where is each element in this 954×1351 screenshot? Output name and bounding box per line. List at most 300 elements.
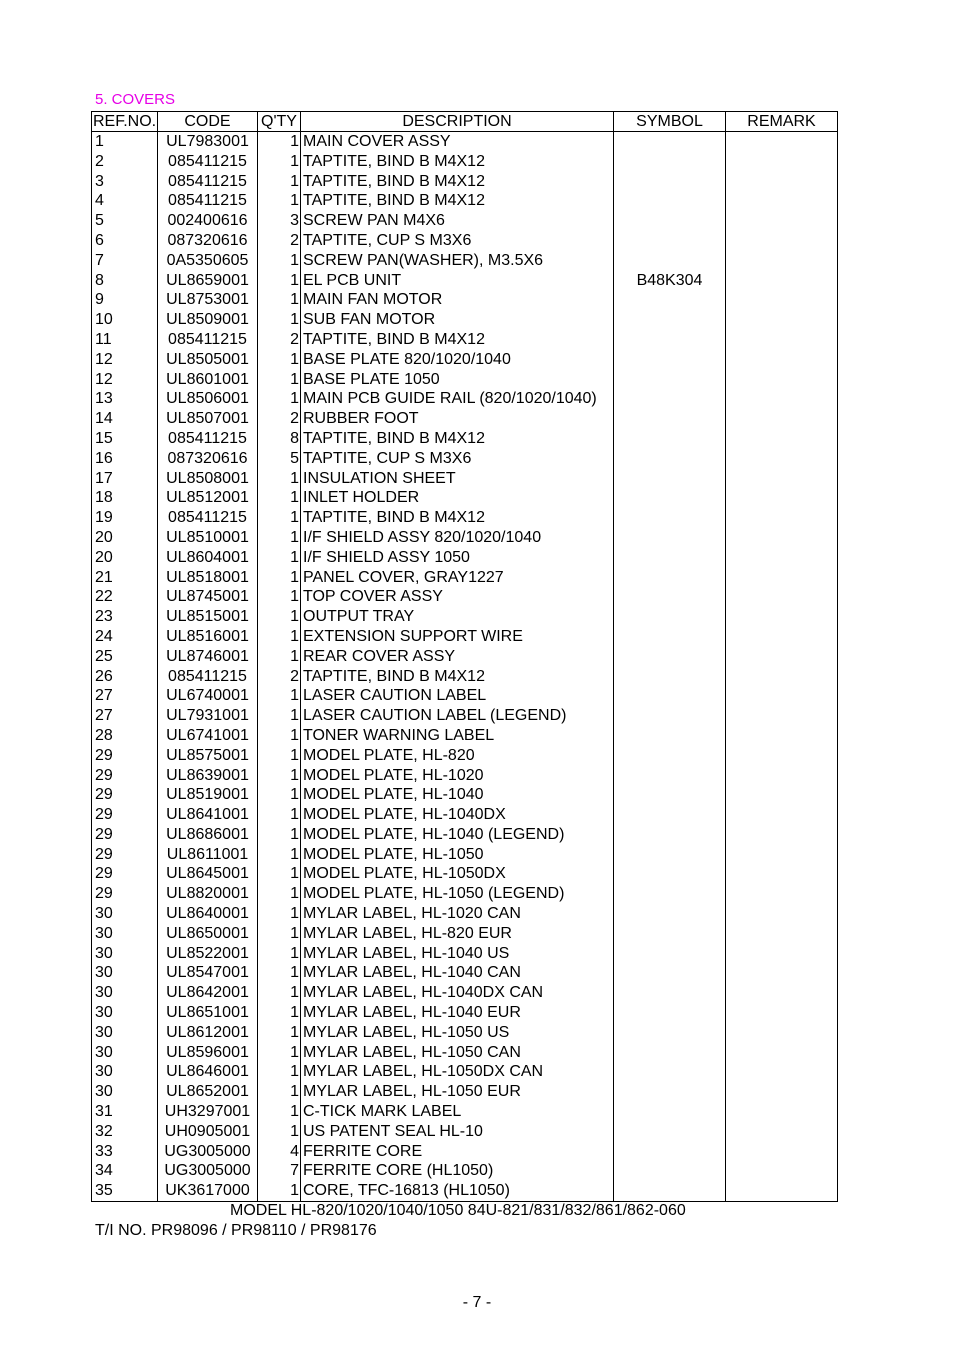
description-cell: TAPTITE, BIND B M4X12 — [301, 667, 614, 687]
table-row — [92, 1181, 838, 1201]
code-cell: UL8604001 — [158, 548, 258, 568]
remark-cell — [726, 726, 838, 746]
description-cell: MYLAR LABEL, HL-1050 US — [301, 1023, 614, 1043]
ref-no-cell: 30 — [92, 944, 158, 964]
qty-cell: 1 — [258, 864, 301, 884]
table-row — [92, 805, 838, 825]
ref-no-cell: 22 — [92, 587, 158, 607]
remark-cell — [726, 508, 838, 528]
code-cell: UL8650001 — [158, 924, 258, 944]
ref-no-cell: 14 — [92, 409, 158, 429]
ref-no-cell: 4 — [92, 191, 158, 211]
qty-cell: 1 — [258, 746, 301, 766]
description-cell: MYLAR LABEL, HL-1040 US — [301, 944, 614, 964]
qty-cell: 1 — [258, 568, 301, 588]
code-cell: UL8507001 — [158, 409, 258, 429]
ref-no-cell: 29 — [92, 766, 158, 786]
code-cell: UL8518001 — [158, 568, 258, 588]
table-row — [92, 350, 838, 370]
remark-cell — [726, 587, 838, 607]
qty-cell: 1 — [258, 983, 301, 1003]
code-cell: UL8651001 — [158, 1003, 258, 1023]
description-cell: RUBBER FOOT — [301, 409, 614, 429]
code-cell: UL8509001 — [158, 310, 258, 330]
symbol-cell — [614, 1122, 726, 1142]
symbol-cell — [614, 469, 726, 489]
description-cell: MODEL PLATE, HL-1040 (LEGEND) — [301, 825, 614, 845]
model-line: MODEL HL-820/1020/1040/1050 84U-821/831/832/861/862-060 — [230, 1202, 686, 1219]
remark-cell — [726, 409, 838, 429]
remark-cell — [726, 766, 838, 786]
table-row — [92, 1161, 838, 1181]
code-cell: UL8512001 — [158, 488, 258, 508]
ref-no-cell: 30 — [92, 1043, 158, 1063]
remark-cell — [726, 983, 838, 1003]
parts-table-header — [92, 112, 838, 132]
description-cell: TAPTITE, BIND B M4X12 — [301, 330, 614, 350]
parts-table-body — [92, 132, 838, 1202]
symbol-cell — [614, 1043, 726, 1063]
table-row — [92, 1122, 838, 1142]
symbol-cell — [614, 627, 726, 647]
remark-cell — [726, 845, 838, 865]
symbol-cell — [614, 488, 726, 508]
table-row — [92, 647, 838, 667]
qty-cell: 8 — [258, 429, 301, 449]
table-row — [92, 983, 838, 1003]
table-row — [92, 726, 838, 746]
symbol-cell — [614, 1023, 726, 1043]
symbol-cell — [614, 330, 726, 350]
table-row — [92, 172, 838, 192]
description-cell: EL PCB UNIT — [301, 271, 614, 291]
code-cell: UL8753001 — [158, 290, 258, 310]
table-row — [92, 132, 838, 152]
symbol-cell — [614, 1062, 726, 1082]
code-cell: UL8646001 — [158, 1062, 258, 1082]
code-cell: UL8641001 — [158, 805, 258, 825]
code-cell: UL8645001 — [158, 864, 258, 884]
code-cell: UL8510001 — [158, 528, 258, 548]
symbol-cell — [614, 568, 726, 588]
description-cell: MODEL PLATE, HL-1020 — [301, 766, 614, 786]
ref-no-cell: 12 — [92, 370, 158, 390]
code-cell: UL8596001 — [158, 1043, 258, 1063]
symbol-cell — [614, 1082, 726, 1102]
ref-no-cell: 6 — [92, 231, 158, 251]
ref-no-cell: 30 — [92, 904, 158, 924]
remark-cell — [726, 1161, 838, 1181]
remark-cell — [726, 488, 838, 508]
ref-no-cell: 27 — [92, 686, 158, 706]
symbol-cell — [614, 1003, 726, 1023]
table-row — [92, 785, 838, 805]
table-row — [92, 429, 838, 449]
description-cell: TAPTITE, BIND B M4X12 — [301, 508, 614, 528]
symbol-cell — [614, 132, 726, 152]
table-row — [92, 568, 838, 588]
ref-no-cell: 24 — [92, 627, 158, 647]
symbol-cell — [614, 409, 726, 429]
parts-table — [91, 111, 838, 1202]
qty-cell: 1 — [258, 845, 301, 865]
code-cell: UK3617000 — [158, 1181, 258, 1201]
description-cell: MODEL PLATE, HL-1040DX — [301, 805, 614, 825]
table-row — [92, 963, 838, 983]
header-qty: Q'TY — [258, 112, 301, 132]
description-cell: CORE, TFC-16813 (HL1050) — [301, 1181, 614, 1201]
code-cell: UL8652001 — [158, 1082, 258, 1102]
remark-cell — [726, 904, 838, 924]
remark-cell — [726, 1122, 838, 1142]
table-row — [92, 231, 838, 251]
remark-cell — [726, 290, 838, 310]
ref-no-cell: 15 — [92, 429, 158, 449]
code-cell: 085411215 — [158, 330, 258, 350]
ref-no-cell: 1 — [92, 132, 158, 152]
symbol-cell — [614, 290, 726, 310]
description-cell: PANEL COVER, GRAY1227 — [301, 568, 614, 588]
table-row — [92, 1062, 838, 1082]
table-row — [92, 488, 838, 508]
remark-cell — [726, 271, 838, 291]
table-row — [92, 508, 838, 528]
remark-cell — [726, 864, 838, 884]
table-row — [92, 746, 838, 766]
table-row — [92, 191, 838, 211]
ref-no-cell: 23 — [92, 607, 158, 627]
table-row — [92, 1082, 838, 1102]
ref-no-cell: 17 — [92, 469, 158, 489]
code-cell: UL8547001 — [158, 963, 258, 983]
code-cell: UL8516001 — [158, 627, 258, 647]
qty-cell: 1 — [258, 132, 301, 152]
code-cell: UL8508001 — [158, 469, 258, 489]
qty-cell: 1 — [258, 1003, 301, 1023]
description-cell: TONER WARNING LABEL — [301, 726, 614, 746]
description-cell: MAIN FAN MOTOR — [301, 290, 614, 310]
symbol-cell — [614, 924, 726, 944]
symbol-cell — [614, 1161, 726, 1181]
description-cell: TAPTITE, BIND B M4X12 — [301, 172, 614, 192]
table-row — [92, 449, 838, 469]
description-cell: MYLAR LABEL, HL-1040 EUR — [301, 1003, 614, 1023]
table-row — [92, 904, 838, 924]
symbol-cell — [614, 785, 726, 805]
ref-no-cell: 20 — [92, 528, 158, 548]
qty-cell: 1 — [258, 904, 301, 924]
ref-no-cell: 28 — [92, 726, 158, 746]
qty-cell: 1 — [258, 1082, 301, 1102]
qty-cell: 1 — [258, 963, 301, 983]
ref-no-cell: 30 — [92, 1023, 158, 1043]
symbol-cell — [614, 706, 726, 726]
description-cell: LASER CAUTION LABEL — [301, 686, 614, 706]
ref-no-cell: 11 — [92, 330, 158, 350]
code-cell: UL8506001 — [158, 389, 258, 409]
table-row — [92, 667, 838, 687]
qty-cell: 2 — [258, 330, 301, 350]
symbol-cell — [614, 667, 726, 687]
ref-no-cell: 21 — [92, 568, 158, 588]
page-number: - 7 - — [462, 1294, 492, 1311]
symbol-cell — [614, 152, 726, 172]
qty-cell: 1 — [258, 647, 301, 667]
table-row — [92, 1023, 838, 1043]
qty-cell: 3 — [258, 211, 301, 231]
description-cell: MYLAR LABEL, HL-1050DX CAN — [301, 1062, 614, 1082]
symbol-cell — [614, 805, 726, 825]
qty-cell: 1 — [258, 310, 301, 330]
symbol-cell — [614, 528, 726, 548]
description-cell: TAPTITE, BIND B M4X12 — [301, 429, 614, 449]
code-cell: UH3297001 — [158, 1102, 258, 1122]
description-cell: INLET HOLDER — [301, 488, 614, 508]
remark-cell — [726, 251, 838, 271]
remark-cell — [726, 1023, 838, 1043]
ref-no-cell: 13 — [92, 389, 158, 409]
symbol-cell — [614, 172, 726, 192]
table-row — [92, 924, 838, 944]
symbol-cell — [614, 963, 726, 983]
code-cell: UL8505001 — [158, 350, 258, 370]
qty-cell: 1 — [258, 1043, 301, 1063]
remark-cell — [726, 884, 838, 904]
code-cell: 087320616 — [158, 231, 258, 251]
remark-cell — [726, 825, 838, 845]
description-cell: MYLAR LABEL, HL-1040DX CAN — [301, 983, 614, 1003]
ref-no-cell: 26 — [92, 667, 158, 687]
remark-cell — [726, 152, 838, 172]
table-row — [92, 251, 838, 271]
ref-no-cell: 30 — [92, 1062, 158, 1082]
symbol-cell — [614, 548, 726, 568]
table-row — [92, 310, 838, 330]
remark-cell — [726, 1102, 838, 1122]
table-row — [92, 290, 838, 310]
qty-cell: 1 — [258, 271, 301, 291]
table-row — [92, 864, 838, 884]
qty-cell: 1 — [258, 528, 301, 548]
description-cell: FERRITE CORE — [301, 1142, 614, 1162]
remark-cell — [726, 469, 838, 489]
description-cell: OUTPUT TRAY — [301, 607, 614, 627]
code-cell: UL8515001 — [158, 607, 258, 627]
qty-cell: 2 — [258, 667, 301, 687]
qty-cell: 2 — [258, 409, 301, 429]
code-cell: 085411215 — [158, 152, 258, 172]
code-cell: UL8575001 — [158, 746, 258, 766]
remark-cell — [726, 191, 838, 211]
qty-cell: 4 — [258, 1142, 301, 1162]
symbol-cell — [614, 350, 726, 370]
remark-cell — [726, 706, 838, 726]
ref-no-cell: 9 — [92, 290, 158, 310]
qty-cell: 1 — [258, 785, 301, 805]
qty-cell: 1 — [258, 726, 301, 746]
table-row — [92, 607, 838, 627]
code-cell: UL8519001 — [158, 785, 258, 805]
symbol-cell — [614, 825, 726, 845]
code-cell: UL6740001 — [158, 686, 258, 706]
table-row — [92, 409, 838, 429]
code-cell: UL8611001 — [158, 845, 258, 865]
symbol-cell — [614, 389, 726, 409]
table-row — [92, 706, 838, 726]
table-row — [92, 1043, 838, 1063]
code-cell: UL8659001 — [158, 271, 258, 291]
ref-no-cell: 7 — [92, 251, 158, 271]
symbol-cell — [614, 211, 726, 231]
remark-cell — [726, 1062, 838, 1082]
table-row — [92, 389, 838, 409]
code-cell: 085411215 — [158, 172, 258, 192]
remark-cell — [726, 132, 838, 152]
description-cell: INSULATION SHEET — [301, 469, 614, 489]
symbol-cell — [614, 191, 726, 211]
header-symbol: SYMBOL — [614, 112, 726, 132]
description-cell: MAIN PCB GUIDE RAIL (820/1020/1040) — [301, 389, 614, 409]
code-cell: 087320616 — [158, 449, 258, 469]
table-row — [92, 1102, 838, 1122]
remark-cell — [726, 370, 838, 390]
symbol-cell — [614, 231, 726, 251]
symbol-cell — [614, 607, 726, 627]
symbol-cell — [614, 587, 726, 607]
ref-no-cell: 32 — [92, 1122, 158, 1142]
code-cell: 0A5350605 — [158, 251, 258, 271]
table-row — [92, 944, 838, 964]
remark-cell — [726, 785, 838, 805]
header-code: CODE — [158, 112, 258, 132]
table-row — [92, 528, 838, 548]
symbol-cell — [614, 983, 726, 1003]
description-cell: MODEL PLATE, HL-1040 — [301, 785, 614, 805]
code-cell: UL8522001 — [158, 944, 258, 964]
table-row — [92, 211, 838, 231]
remark-cell — [726, 528, 838, 548]
qty-cell: 1 — [258, 825, 301, 845]
description-cell: BASE PLATE 1050 — [301, 370, 614, 390]
description-cell: MYLAR LABEL, HL-1040 CAN — [301, 963, 614, 983]
symbol-cell — [614, 686, 726, 706]
code-cell: UL7931001 — [158, 706, 258, 726]
code-cell: UL6741001 — [158, 726, 258, 746]
qty-cell: 1 — [258, 805, 301, 825]
ref-no-cell: 30 — [92, 963, 158, 983]
remark-cell — [726, 231, 838, 251]
ref-no-cell: 16 — [92, 449, 158, 469]
description-cell: SUB FAN MOTOR — [301, 310, 614, 330]
symbol-cell — [614, 766, 726, 786]
symbol-cell — [614, 508, 726, 528]
qty-cell: 1 — [258, 706, 301, 726]
table-row — [92, 271, 838, 291]
remark-cell — [726, 211, 838, 231]
description-cell: MYLAR LABEL, HL-820 EUR — [301, 924, 614, 944]
description-cell: TAPTITE, CUP S M3X6 — [301, 231, 614, 251]
remark-cell — [726, 924, 838, 944]
description-cell: BASE PLATE 820/1020/1040 — [301, 350, 614, 370]
ref-no-cell: 29 — [92, 884, 158, 904]
code-cell: UG3005000 — [158, 1142, 258, 1162]
description-cell: FERRITE CORE (HL1050) — [301, 1161, 614, 1181]
remark-cell — [726, 1082, 838, 1102]
qty-cell: 1 — [258, 686, 301, 706]
section-title: 5. COVERS — [95, 91, 176, 108]
code-cell: UL8745001 — [158, 587, 258, 607]
header-remark: REMARK — [726, 112, 838, 132]
qty-cell: 1 — [258, 191, 301, 211]
symbol-cell — [614, 1142, 726, 1162]
table-row — [92, 1003, 838, 1023]
qty-cell: 1 — [258, 627, 301, 647]
ref-no-cell: 27 — [92, 706, 158, 726]
description-cell: SCREW PAN(WASHER), M3.5X6 — [301, 251, 614, 271]
ref-no-cell: 35 — [92, 1181, 158, 1201]
description-cell: TAPTITE, CUP S M3X6 — [301, 449, 614, 469]
code-cell: UH0905001 — [158, 1122, 258, 1142]
ref-no-cell: 29 — [92, 746, 158, 766]
description-cell: I/F SHIELD ASSY 1050 — [301, 548, 614, 568]
qty-cell: 1 — [258, 766, 301, 786]
description-cell: MODEL PLATE, HL-1050DX — [301, 864, 614, 884]
qty-cell: 1 — [258, 607, 301, 627]
remark-cell — [726, 1043, 838, 1063]
symbol-cell — [614, 1181, 726, 1201]
remark-cell — [726, 1181, 838, 1201]
ref-no-cell: 12 — [92, 350, 158, 370]
symbol-cell — [614, 310, 726, 330]
ref-no-cell: 29 — [92, 864, 158, 884]
ref-no-cell: 20 — [92, 548, 158, 568]
symbol-cell: B48K304 — [614, 271, 726, 291]
ref-no-cell: 29 — [92, 805, 158, 825]
remark-cell — [726, 1142, 838, 1162]
ref-no-cell: 30 — [92, 983, 158, 1003]
remark-cell — [726, 746, 838, 766]
remark-cell — [726, 330, 838, 350]
description-cell: C-TICK MARK LABEL — [301, 1102, 614, 1122]
code-cell: UL8601001 — [158, 370, 258, 390]
remark-cell — [726, 350, 838, 370]
remark-cell — [726, 627, 838, 647]
symbol-cell — [614, 864, 726, 884]
symbol-cell — [614, 251, 726, 271]
ref-no-cell: 29 — [92, 845, 158, 865]
remark-cell — [726, 1003, 838, 1023]
ref-no-cell: 25 — [92, 647, 158, 667]
symbol-cell — [614, 449, 726, 469]
code-cell: UL8642001 — [158, 983, 258, 1003]
code-cell: 085411215 — [158, 508, 258, 528]
description-cell: TAPTITE, BIND B M4X12 — [301, 191, 614, 211]
remark-cell — [726, 389, 838, 409]
code-cell: UL8746001 — [158, 647, 258, 667]
ref-no-cell: 3 — [92, 172, 158, 192]
table-row — [92, 370, 838, 390]
description-cell: REAR COVER ASSY — [301, 647, 614, 667]
remark-cell — [726, 429, 838, 449]
description-cell: I/F SHIELD ASSY 820/1020/1040 — [301, 528, 614, 548]
code-cell: UL7983001 — [158, 132, 258, 152]
description-cell: SCREW PAN M4X6 — [301, 211, 614, 231]
ref-no-cell: 8 — [92, 271, 158, 291]
qty-cell: 1 — [258, 172, 301, 192]
symbol-cell — [614, 647, 726, 667]
symbol-cell — [614, 370, 726, 390]
symbol-cell — [614, 884, 726, 904]
